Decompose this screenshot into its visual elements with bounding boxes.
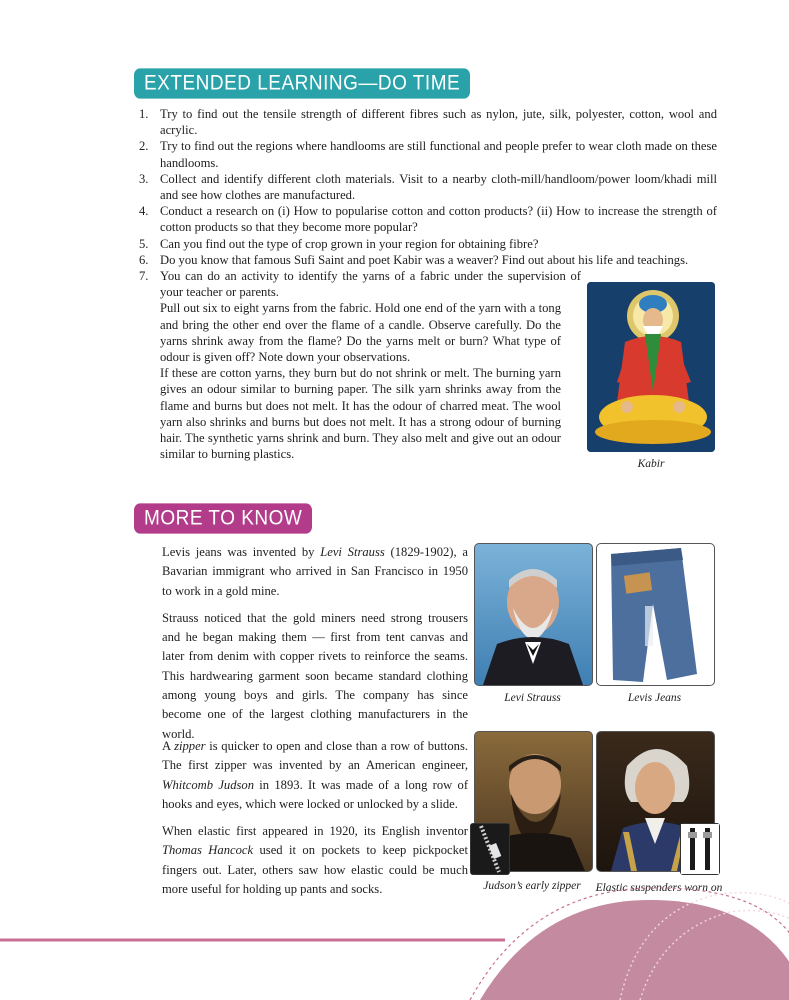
activity-7-procedure: Pull out six to eight yarns from the fabric. Hold one end of the yarn with a tong and bring the other end over the flame of a candle. Observe carefully. Do the yarns shrink away from the flame? Do the yarns melt or burn? What type of odour is given off? Note down your observations. <box>160 301 561 365</box>
footer-decoration <box>0 860 789 1000</box>
levi-strauss-caption: Levi Strauss <box>504 692 561 704</box>
item-text: Do you know that famous Sufi Saint and poet Kabir was a weaver? Find out about his life and teachings. <box>160 252 689 267</box>
section-heading-more-to-know: MORE TO KNOW <box>134 503 312 533</box>
item-number: 4. <box>139 204 149 219</box>
item-number: 5. <box>139 236 149 251</box>
text-run: When elastic first appeared in 1920, its English inventor <box>162 824 468 839</box>
item-text: Try to find out the regions where handlooms are still functional and people prefer to wear cloth made on these handlooms. <box>160 139 717 170</box>
item-number: 7. <box>139 269 149 284</box>
text-run: used it on pockets to keep pickpocket fingers out. Later, others saw how elastic could be much more useful for holding up pants and socks. <box>162 843 468 897</box>
item-number: 2. <box>139 139 149 154</box>
more-to-know-text-top <box>162 543 468 752</box>
list-item <box>139 171 717 203</box>
list-item <box>139 252 717 268</box>
activity-7-explanation: If these are cotton yarns, they burn but do not shrink or melt. The burning yarn gives an odour similar to burning paper. The silk yarn shrinks away from the flame and burns but does not melt. It has the odour of charred meat. The wool yarn also shrinks and burns but does not melt. It has a strong odour of burning hair. The synthetic yarns shrink and burn. They also melt and give out an odour similar to burning plastics. <box>160 366 561 462</box>
hancock-name: Thomas Hancock <box>162 843 254 858</box>
zipper-term: zipper <box>174 739 206 753</box>
activity-7-intro: You can do an activity to identify the yarns of a fabric under the supervision of your teacher or parents. <box>160 269 581 300</box>
levi-paragraph <box>162 543 468 601</box>
text-run: is quicker to open and close than a row of buttons. The first zipper was invented by an American engineer, <box>162 739 468 773</box>
item-number: 3. <box>139 171 149 186</box>
item-number: 6. <box>139 252 149 267</box>
item-text: Try to find out the tensile strength of different fibres such as nylon, jute, silk, polyester, cotton, wool and acrylic. <box>160 107 717 138</box>
elastic-suspenders-caption: Elastic suspenders worn on <box>595 882 723 894</box>
levi-name: Levi Strauss <box>320 545 385 559</box>
item-text: Collect and identify different cloth materials. Visit to a nearby cloth-mill/handloom/power loom/khadi mill and see how clothes are manufactured. <box>160 171 717 203</box>
list-item <box>139 236 717 252</box>
list-item <box>139 138 717 170</box>
judson-zipper-caption: Judson’s early zipper <box>483 880 581 892</box>
levis-jeans-photo <box>596 543 715 686</box>
item-text: Can you find out the type of crop grown in your region for obtaining fibre? <box>160 236 539 251</box>
item-number: 1. <box>139 107 149 121</box>
strauss-paragraph: Strauss noticed that the gold miners need strong trousers and he began making them — first from tent canvas and later from denim with copper rivets to reinforce the seams. This hardwearing garment soon became standard clothing among young boys and girls. The company has since become one of the largest clothing manufacturers in the world. <box>162 610 468 741</box>
kabir-caption: Kabir <box>637 458 665 470</box>
item-text: Conduct a research on (i) How to popularise cotton and cotton products? (ii) How to increase the strength of cotton products so that they become more popular? <box>160 204 717 235</box>
text-run: A <box>162 739 175 753</box>
text-run: in 1893. It was made of a long row of hooks and eyes, which were locked or unlocked by a slide. <box>162 777 469 811</box>
list-item <box>139 203 717 235</box>
zipper-paragraph <box>162 737 468 814</box>
list-item <box>139 106 717 138</box>
levi-strauss-portrait <box>474 543 593 686</box>
text-run: (1829-1902), a Bavarian immigrant who arrived in San Francisco in 1950 to work in a gold mine. <box>162 545 468 598</box>
section-heading-extended-learning: EXTENDED LEARNING—DO TIME <box>134 68 470 98</box>
text-run: Levis jeans was invented by <box>162 545 321 559</box>
judson-name: Whitcomb Judson <box>162 777 255 792</box>
kabir-illustration <box>587 282 715 452</box>
levis-jeans-caption: Levis Jeans <box>627 692 682 704</box>
